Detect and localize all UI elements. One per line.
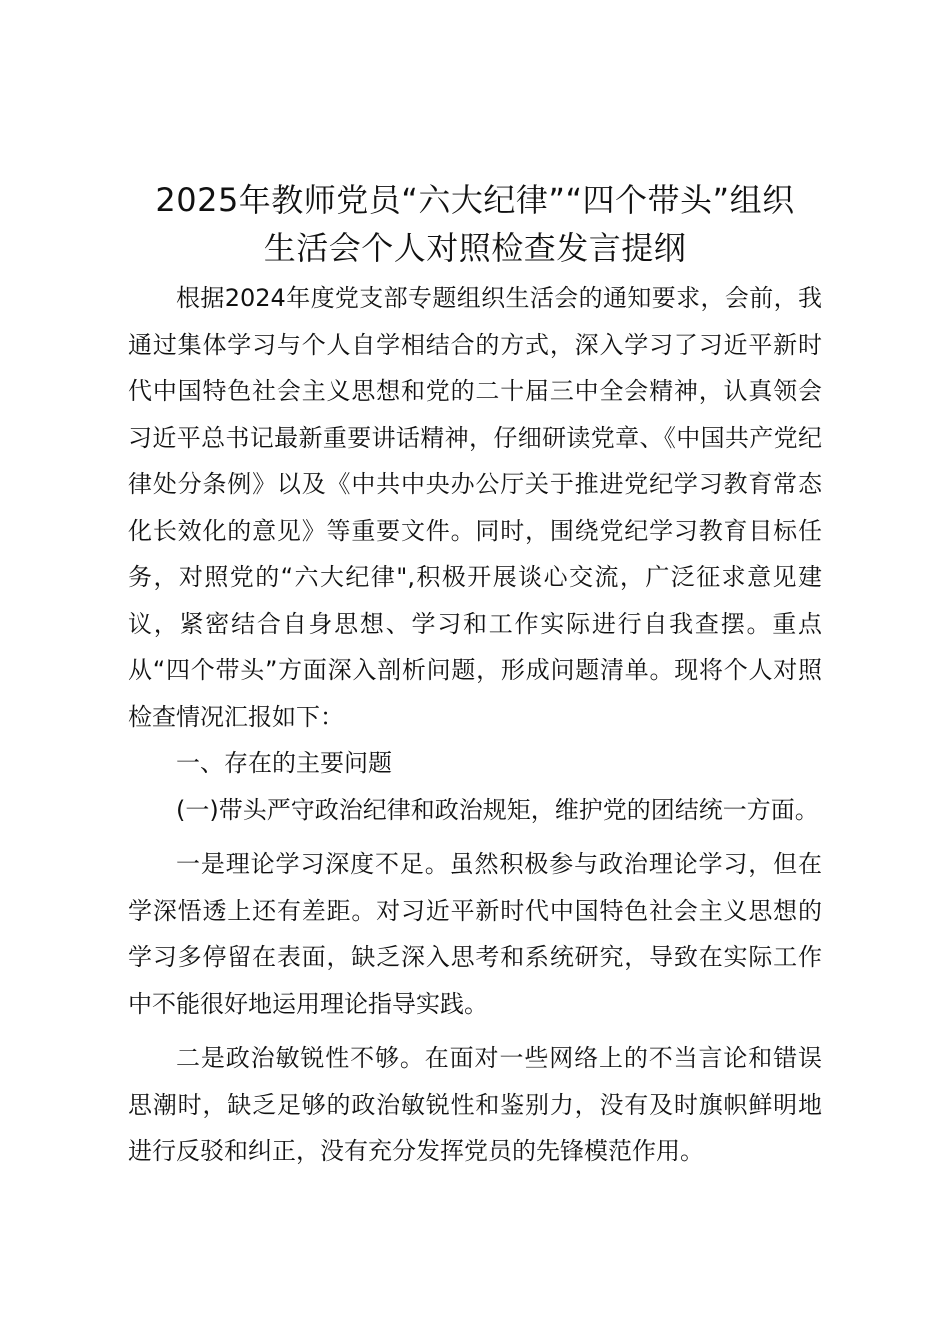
subsection-heading: (一)带头严守政治纪律和政治规矩，维护党的团结统一方面。 <box>176 795 819 824</box>
problem-paragraph-2: 二是政治敏锐性不够。在面对一些网络上的不当言论和错误思潮时，缺乏足够的政治敏锐性和鉴别力，没有及时旗帜鲜明地进行反驳和纠正，没有充分发挥党员的先锋模范作用。 <box>128 1044 822 1165</box>
intro-paragraph: 根据2024年度党支部专题组织生活会的通知要求，会前，我通过集体学习与个人自学相结合的方式，深入学习了习近平新时代中国特色社会主义思想和党的二十届三中全会精神，认真领会习近平总书记最新重要讲话精神，仔细研读党章、《中国共产党纪律处分条例》以及《中共中央办公厅关于推进党纪学习教育常态化长效化的意见》等重要文件。同时，围绕党纪学习教育目标任务，对照党的“六大纪律",积极开展谈心交流，广泛征求意见建议，紧密结合自身思想、学习和工作实际进行自我查摆。重点从“四个带头”方面深入剖析问题，形成问题清单。现将个人对照检查情况汇报如下： <box>128 284 822 731</box>
document-title <box>110 176 840 272</box>
title-line-1: 2025年教师党员“六大纪律”“四个带头”组织 <box>155 181 795 219</box>
section-heading: 一、存在的主要问题 <box>176 749 392 777</box>
title-line-2: 生活会个人对照检查发言提纲 <box>263 229 687 267</box>
problem-paragraph-1: 一是理论学习深度不足。虽然积极参与政治理论学习，但在学深悟透上还有差距。对习近平新时代中国特色社会主义思想的学习多停留在表面，缺乏深入思考和系统研究，导致在实际工作中不能很好地运用理论指导实践。 <box>128 850 822 1018</box>
document-body <box>128 275 822 1175</box>
